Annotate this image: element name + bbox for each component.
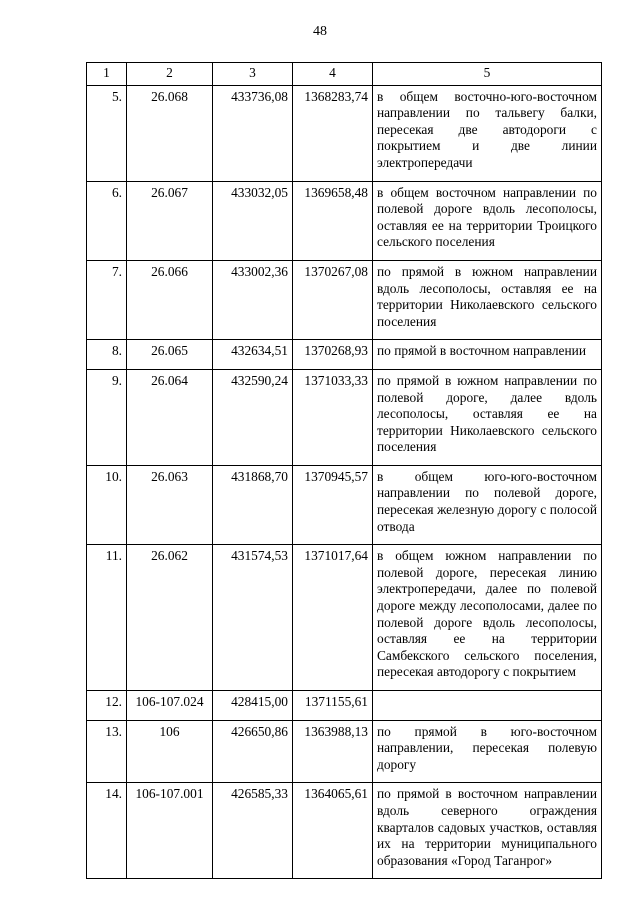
row-number: 11.	[87, 545, 127, 691]
description: в общем восточно-юго-восточном направлении по тальвегу балки, пересекая две автодороги с покрытием и две линии электропередачи	[373, 85, 602, 181]
row-number: 10.	[87, 465, 127, 544]
coordinate-x: 433002,36	[213, 260, 293, 339]
row-number: 9.	[87, 369, 127, 465]
coordinate-x: 433736,08	[213, 85, 293, 181]
point-id: 106	[127, 720, 213, 783]
description: по прямой в юго-восточном направлении, пересекая полевую дорогу	[373, 720, 602, 783]
coordinate-x: 426585,33	[213, 783, 293, 879]
description: по прямой в южном направлении вдоль лесополосы, оставляя ее на территории Николаевского сельского поселения	[373, 260, 602, 339]
description: по прямой в восточном направлении	[373, 340, 602, 370]
table-row	[87, 545, 602, 691]
point-id: 106-107.001	[127, 783, 213, 879]
point-id: 26.062	[127, 545, 213, 691]
header-cell: 2	[127, 63, 213, 86]
coordinate-y: 1364065,61	[293, 783, 373, 879]
coordinate-y: 1371017,64	[293, 545, 373, 691]
coordinate-y: 1371155,61	[293, 691, 373, 721]
row-number: 8.	[87, 340, 127, 370]
table-row	[87, 340, 602, 370]
row-number: 12.	[87, 691, 127, 721]
boundary-table	[86, 62, 602, 879]
description: в общем восточном направлении по полевой дороге вдоль лесополосы, оставляя ее на территории Троицкого сельского поселения	[373, 181, 602, 260]
table-row	[87, 720, 602, 783]
coordinate-y: 1370945,57	[293, 465, 373, 544]
description	[373, 691, 602, 721]
coordinate-x: 432634,51	[213, 340, 293, 370]
coordinate-y: 1363988,13	[293, 720, 373, 783]
coordinate-x: 433032,05	[213, 181, 293, 260]
point-id: 26.067	[127, 181, 213, 260]
table-row	[87, 260, 602, 339]
description: по прямой в южном направлении по полевой дороге, далее вдоль лесополосы, оставляя ее на территории Николаевского сельского поселения	[373, 369, 602, 465]
row-number: 5.	[87, 85, 127, 181]
point-id: 26.068	[127, 85, 213, 181]
page-number: 48	[313, 24, 327, 39]
coordinate-x: 428415,00	[213, 691, 293, 721]
header-cell: 5	[373, 63, 602, 86]
header-cell: 1	[87, 63, 127, 86]
table-row	[87, 181, 602, 260]
coordinate-y: 1371033,33	[293, 369, 373, 465]
coordinate-y: 1370267,08	[293, 260, 373, 339]
coordinate-y: 1370268,93	[293, 340, 373, 370]
row-number: 6.	[87, 181, 127, 260]
header-cell: 4	[293, 63, 373, 86]
point-id: 26.065	[127, 340, 213, 370]
point-id: 26.066	[127, 260, 213, 339]
coordinate-x: 431868,70	[213, 465, 293, 544]
point-id: 26.064	[127, 369, 213, 465]
point-id: 106-107.024	[127, 691, 213, 721]
coordinate-y: 1368283,74	[293, 85, 373, 181]
header-cell: 3	[213, 63, 293, 86]
coordinate-x: 431574,53	[213, 545, 293, 691]
table-row	[87, 465, 602, 544]
row-number: 7.	[87, 260, 127, 339]
row-number: 13.	[87, 720, 127, 783]
table-row	[87, 85, 602, 181]
coordinate-y: 1369658,48	[293, 181, 373, 260]
point-id: 26.063	[127, 465, 213, 544]
table-row	[87, 783, 602, 879]
coordinate-x: 426650,86	[213, 720, 293, 783]
table-header-row	[87, 63, 602, 86]
table-row	[87, 369, 602, 465]
description: в общем южном направлении по полевой дороге, пересекая линию электропередачи, далее по полевой дороге между лесополосами, далее по полевой дороге вдоль лесополосы, оставляя ее на территории Самбекского сельского поселения, пересекая автодорогу с покрытием	[373, 545, 602, 691]
coordinate-x: 432590,24	[213, 369, 293, 465]
description: в общем юго-юго-восточном направлении по полевой дороге, пересекая железную дорогу с полосой отвода	[373, 465, 602, 544]
description: по прямой в восточном направлении вдоль северного ограждения кварталов садовых участков, оставляя их на территории муниципального образования «Город Таганрог»	[373, 783, 602, 879]
table-row	[87, 691, 602, 721]
row-number: 14.	[87, 783, 127, 879]
